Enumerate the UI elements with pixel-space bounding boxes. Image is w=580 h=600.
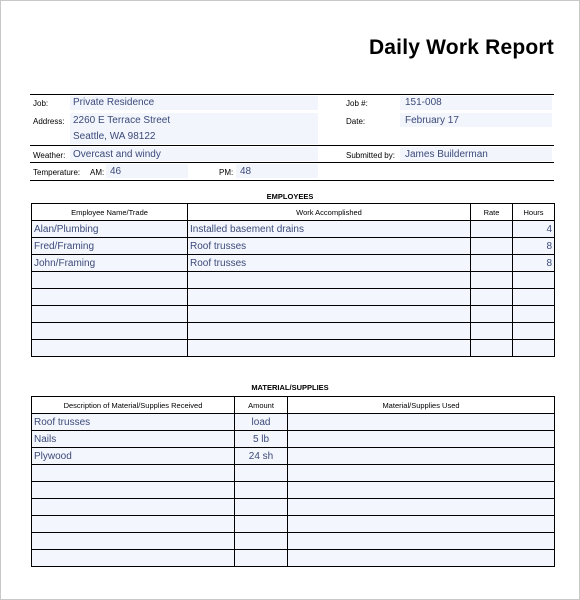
- submitted-value: James Builderman: [405, 149, 488, 160]
- employees-col-work: Work Accomplished: [188, 204, 471, 221]
- work-accomplished-cell[interactable]: [188, 306, 471, 323]
- material-description-cell[interactable]: Plywood: [32, 448, 235, 465]
- rate-cell[interactable]: [471, 238, 513, 255]
- rate-cell[interactable]: [471, 289, 513, 306]
- material-description-cell[interactable]: [32, 550, 235, 567]
- material-used-cell[interactable]: [288, 414, 555, 431]
- material-amount-cell[interactable]: 24 sh: [235, 448, 288, 465]
- employees-col-rate: Rate: [471, 204, 513, 221]
- employees-col-hours: Hours: [513, 204, 555, 221]
- table-row: [32, 414, 555, 431]
- rate-cell[interactable]: [471, 272, 513, 289]
- table-row: [32, 306, 555, 323]
- material-amount-cell[interactable]: [235, 533, 288, 550]
- am-value: 46: [110, 166, 122, 177]
- jobno-value: 151-008: [405, 97, 442, 108]
- material-used-cell[interactable]: [288, 499, 555, 516]
- work-accomplished-cell[interactable]: Roof trusses: [188, 255, 471, 272]
- material-used-cell[interactable]: [288, 431, 555, 448]
- hours-cell[interactable]: [513, 340, 555, 357]
- hours-cell[interactable]: 8: [513, 238, 555, 255]
- material-amount-cell[interactable]: load: [235, 414, 288, 431]
- materials-table: [31, 396, 555, 567]
- employee-name-cell[interactable]: Fred/Framing: [32, 238, 188, 255]
- table-row: [32, 255, 555, 272]
- materials-section-title: MATERIAL/SUPPLIES: [251, 383, 329, 392]
- table-row: [32, 465, 555, 482]
- hours-cell[interactable]: [513, 306, 555, 323]
- employees-table: [31, 203, 555, 357]
- hours-cell[interactable]: [513, 323, 555, 340]
- header-rule-2: [30, 145, 554, 146]
- weather-value: Overcast and windy: [73, 149, 161, 160]
- work-accomplished-cell[interactable]: [188, 340, 471, 357]
- table-row: [32, 431, 555, 448]
- table-row: [32, 516, 555, 533]
- address-label: Address:: [33, 117, 65, 126]
- date-value: February 17: [405, 115, 459, 126]
- job-value: Private Residence: [73, 97, 155, 108]
- rate-cell[interactable]: [471, 255, 513, 272]
- rate-cell[interactable]: [471, 221, 513, 238]
- material-amount-cell[interactable]: 5 lb: [235, 431, 288, 448]
- hours-cell[interactable]: 4: [513, 221, 555, 238]
- submitted-label: Submitted by:: [346, 151, 395, 160]
- address-line2: Seattle, WA 98122: [73, 131, 156, 142]
- employee-name-cell[interactable]: [32, 289, 188, 306]
- header-top-rule: [30, 94, 554, 95]
- material-amount-cell[interactable]: [235, 465, 288, 482]
- table-row: [32, 499, 555, 516]
- employee-name-cell[interactable]: [32, 323, 188, 340]
- employees-section-title: EMPLOYEES: [266, 192, 314, 201]
- table-row: [32, 550, 555, 567]
- materials-header-row: [32, 397, 555, 414]
- employees-header-row: [32, 204, 555, 221]
- work-accomplished-cell[interactable]: Installed basement drains: [188, 221, 471, 238]
- material-description-cell[interactable]: [32, 465, 235, 482]
- material-description-cell[interactable]: Nails: [32, 431, 235, 448]
- table-row: [32, 289, 555, 306]
- work-accomplished-cell[interactable]: Roof trusses: [188, 238, 471, 255]
- address-line1: 2260 E Terrace Street: [73, 115, 171, 126]
- materials-col-description: Description of Material/Supplies Received: [32, 397, 235, 414]
- table-row: [32, 221, 555, 238]
- report-title: Daily Work Report: [368, 36, 554, 59]
- material-used-cell[interactable]: [288, 448, 555, 465]
- jobno-label: Job #:: [346, 99, 368, 108]
- employee-name-cell[interactable]: [32, 306, 188, 323]
- table-row: [32, 448, 555, 465]
- material-amount-cell[interactable]: [235, 550, 288, 567]
- material-amount-cell[interactable]: [235, 516, 288, 533]
- table-row: [32, 340, 555, 357]
- employee-name-cell[interactable]: Alan/Plumbing: [32, 221, 188, 238]
- rate-cell[interactable]: [471, 323, 513, 340]
- table-row: [32, 533, 555, 550]
- employee-name-cell[interactable]: John/Framing: [32, 255, 188, 272]
- material-description-cell[interactable]: [32, 482, 235, 499]
- employees-col-name: Employee Name/Trade: [32, 204, 188, 221]
- table-row: [32, 323, 555, 340]
- material-description-cell[interactable]: Roof trusses: [32, 414, 235, 431]
- date-label: Date:: [346, 117, 366, 126]
- header-bottom-rule: [30, 180, 554, 181]
- weather-label: Weather:: [33, 151, 66, 160]
- table-row: [32, 482, 555, 499]
- materials-col-amount: Amount: [235, 397, 288, 414]
- am-label: AM:: [90, 168, 105, 177]
- hours-cell[interactable]: 8: [513, 255, 555, 272]
- material-used-cell[interactable]: [288, 465, 555, 482]
- employee-name-cell[interactable]: [32, 340, 188, 357]
- material-description-cell[interactable]: [32, 516, 235, 533]
- material-used-cell[interactable]: [288, 550, 555, 567]
- materials-col-used: Material/Supplies Used: [288, 397, 555, 414]
- hours-cell[interactable]: [513, 289, 555, 306]
- table-row: [32, 238, 555, 255]
- hours-cell[interactable]: [513, 272, 555, 289]
- material-used-cell[interactable]: [288, 516, 555, 533]
- header-rule-3: [30, 162, 554, 163]
- rate-cell[interactable]: [471, 340, 513, 357]
- pm-label: PM:: [219, 168, 234, 177]
- material-used-cell[interactable]: [288, 482, 555, 499]
- work-accomplished-cell[interactable]: [188, 323, 471, 340]
- work-accomplished-cell[interactable]: [188, 272, 471, 289]
- material-description-cell[interactable]: [32, 499, 235, 516]
- temperature-label: Temperature:: [33, 168, 81, 177]
- material-used-cell[interactable]: [288, 533, 555, 550]
- work-accomplished-cell[interactable]: [188, 289, 471, 306]
- employee-name-cell[interactable]: [32, 272, 188, 289]
- pm-value: 48: [240, 166, 252, 177]
- material-amount-cell[interactable]: [235, 482, 288, 499]
- rate-cell[interactable]: [471, 306, 513, 323]
- material-description-cell[interactable]: [32, 533, 235, 550]
- job-label: Job:: [33, 99, 49, 108]
- table-row: [32, 272, 555, 289]
- material-amount-cell[interactable]: [235, 499, 288, 516]
